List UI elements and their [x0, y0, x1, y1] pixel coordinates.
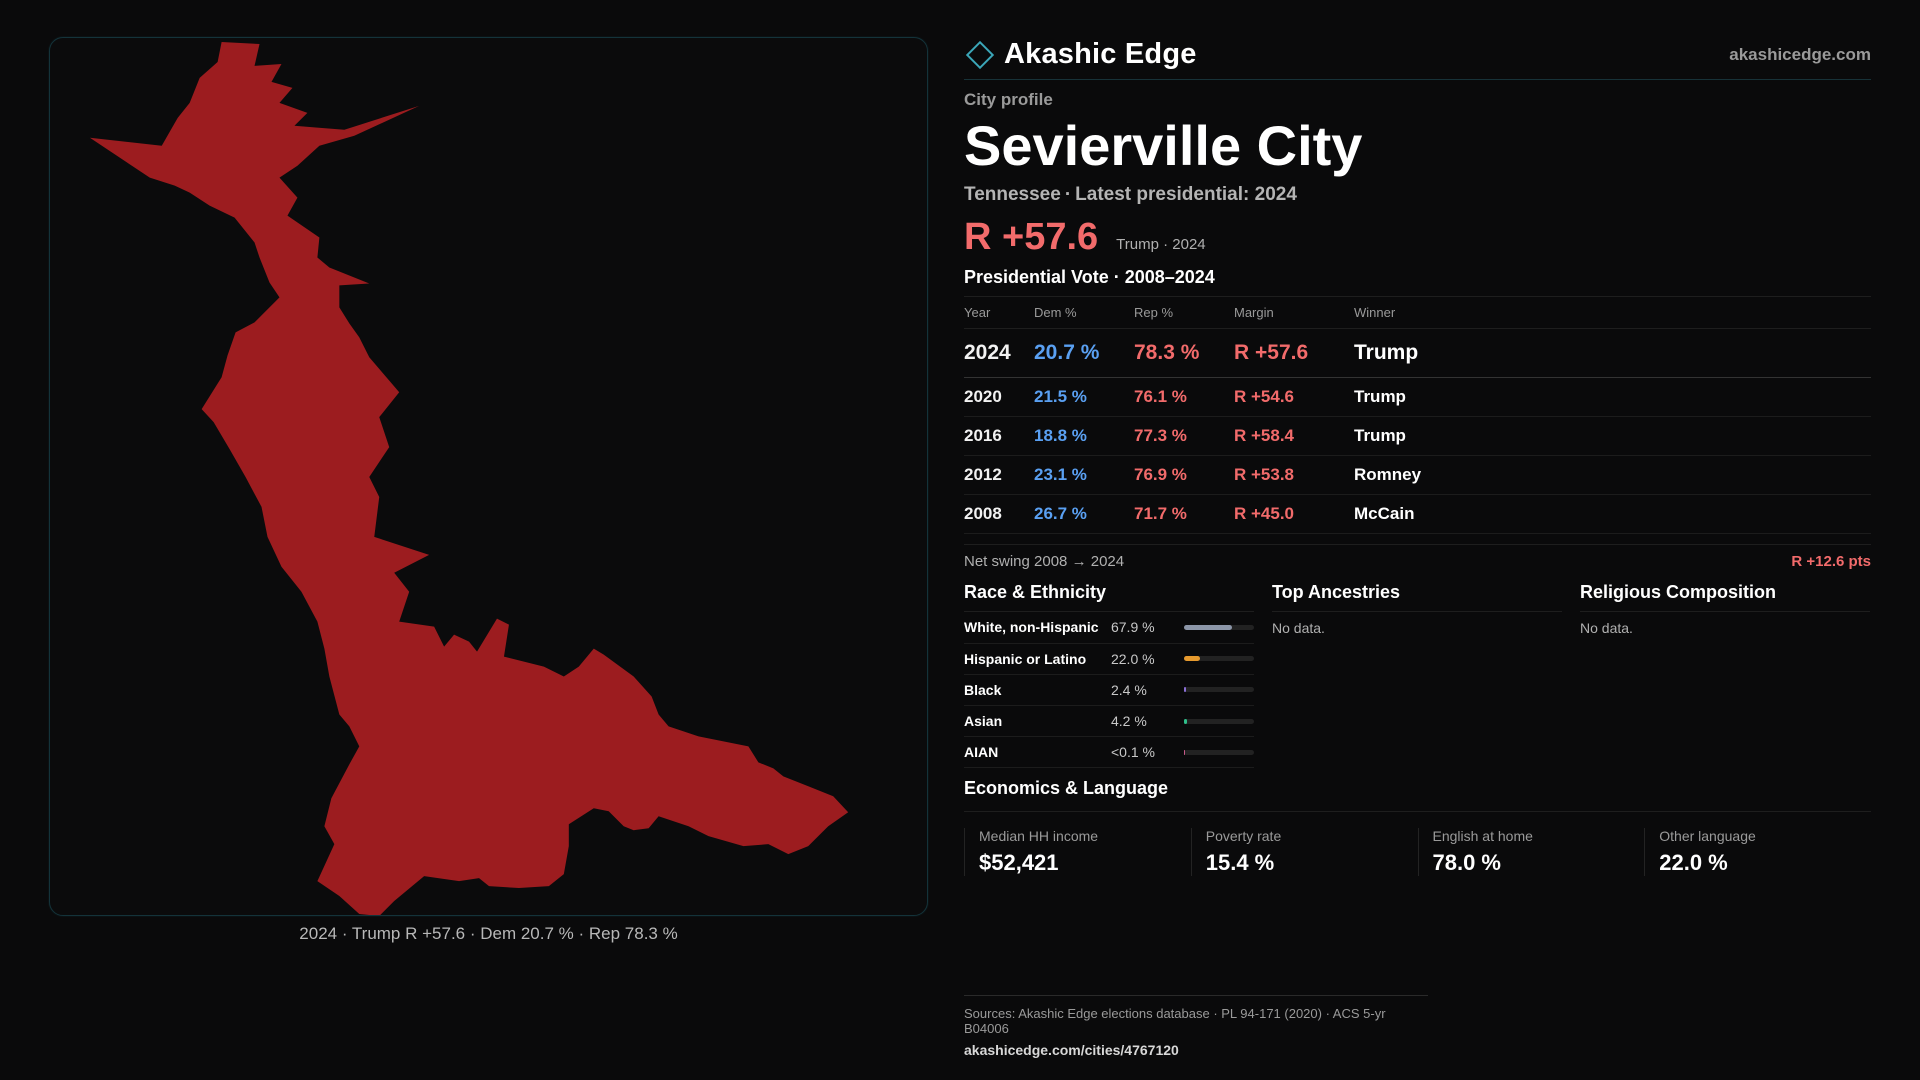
- presidential-vote-table: [964, 296, 1871, 534]
- race-bar-fill: [1184, 625, 1231, 630]
- table-row: [964, 417, 1871, 456]
- stat-value: 22.0 %: [1659, 850, 1728, 876]
- cell-winner: Trump: [1354, 329, 1871, 378]
- list-item: [964, 737, 1254, 768]
- ancestries-title: Top Ancestries: [1272, 582, 1562, 612]
- brand[interactable]: [964, 38, 1197, 71]
- race-bar: [1184, 625, 1254, 630]
- city-boundary-map[interactable]: [49, 37, 928, 916]
- col-header-year: Year: [964, 297, 1034, 329]
- race-bar: [1184, 656, 1254, 661]
- col-header-dem: Dem %: [1034, 297, 1134, 329]
- page-eyebrow: City profile: [964, 90, 1053, 109]
- race-value: 2.4 %: [1110, 681, 1147, 698]
- diamond-logo-icon: [966, 40, 994, 68]
- race-value: 67.9 %: [1110, 619, 1155, 636]
- separator-dot: ·: [1064, 184, 1072, 206]
- race-bar-fill: [1184, 687, 1186, 692]
- race-bar: [1184, 750, 1254, 755]
- stat-other-language: [1644, 828, 1871, 876]
- cell-rep: 77.3 %: [1134, 417, 1234, 456]
- cell-dem: 26.7 %: [1034, 495, 1134, 534]
- net-swing-value: R +12.6 pts: [1791, 553, 1871, 571]
- stat-label: Other language: [1659, 828, 1756, 845]
- col-header-winner: Winner: [1354, 297, 1871, 329]
- sources-url-link[interactable]: akashicedge.com/cities/4767120: [964, 1042, 1179, 1058]
- cell-dem: 20.7 %: [1034, 329, 1134, 378]
- table-row: [964, 329, 1871, 378]
- race-ethnicity-panel: [964, 582, 1254, 768]
- race-value: 4.2 %: [1110, 713, 1147, 730]
- cell-winner: Trump: [1354, 417, 1871, 456]
- table-row: [964, 495, 1871, 534]
- cell-year: 2020: [964, 378, 1034, 417]
- race-label: AIAN: [964, 744, 999, 761]
- state-name: Tennessee: [964, 184, 1061, 206]
- headline-margin: [964, 216, 1871, 259]
- race-bar-fill: [1184, 656, 1199, 661]
- economics-grid: [964, 811, 1871, 876]
- religion-panel: [1580, 582, 1870, 768]
- col-header-rep: Rep %: [1134, 297, 1234, 329]
- page-title: Sevierville City: [964, 114, 1363, 177]
- net-swing-label: Net swing 2008 → 2024: [964, 553, 1125, 571]
- list-item: [964, 612, 1254, 643]
- cell-rep: 71.7 %: [1134, 495, 1234, 534]
- race-label: Black: [964, 681, 1002, 698]
- cell-dem: 23.1 %: [1034, 456, 1134, 495]
- list-item: [964, 675, 1254, 706]
- table-header-row: [964, 297, 1871, 329]
- race-list: [964, 612, 1254, 768]
- stat-value: 78.0 %: [1432, 850, 1501, 876]
- sources-text: Sources: Akashic Edge elections database · PL 94-171 (2020) · ACS 5-yr B04006: [964, 1006, 1386, 1036]
- stat-median-income: [964, 828, 1191, 876]
- race-bar: [1184, 687, 1254, 692]
- cell-year: 2012: [964, 456, 1034, 495]
- sources-footer: [964, 995, 1428, 1058]
- list-item: [964, 706, 1254, 737]
- cell-year: 2008: [964, 495, 1034, 534]
- demographics-section: [964, 582, 1871, 768]
- race-value: <0.1 %: [1110, 744, 1155, 761]
- cell-winner: Trump: [1354, 378, 1871, 417]
- cell-margin: R +54.6: [1234, 378, 1354, 417]
- cell-winner: Romney: [1354, 456, 1871, 495]
- race-label: White, non-Hispanic: [964, 619, 1099, 636]
- cell-rep: 76.9 %: [1134, 456, 1234, 495]
- religion-title: Religious Composition: [1580, 582, 1870, 612]
- page-subline: [964, 184, 1871, 206]
- cell-year: 2024: [964, 329, 1034, 378]
- net-swing: [964, 544, 1871, 570]
- latest-election: Latest presidential: 2024: [1075, 184, 1297, 206]
- col-header-margin: Margin: [1234, 297, 1354, 329]
- cell-winner: McCain: [1354, 495, 1871, 534]
- headline-margin-value: R +57.6: [964, 216, 1099, 259]
- race-title: Race & Ethnicity: [964, 582, 1254, 612]
- stat-label: Poverty rate: [1205, 828, 1282, 845]
- economics-section: [964, 778, 1871, 876]
- cell-margin: R +57.6: [1234, 329, 1354, 378]
- cell-dem: 21.5 %: [1034, 378, 1134, 417]
- cell-margin: R +53.8: [1234, 456, 1354, 495]
- table-row: [964, 456, 1871, 495]
- city-boundary-shape: [90, 42, 848, 915]
- table-row: [964, 378, 1871, 417]
- stat-label: Median HH income: [979, 828, 1099, 845]
- profile-panel: [964, 30, 1871, 876]
- stat-value: $52,421: [979, 850, 1059, 876]
- cell-margin: R +58.4: [1234, 417, 1354, 456]
- race-value: 22.0 %: [1110, 650, 1155, 667]
- brand-name: Akashic Edge: [1004, 38, 1197, 70]
- economics-title: Economics & Language: [964, 778, 1169, 799]
- stat-label: English at home: [1432, 828, 1533, 845]
- headline-margin-note: Trump · 2024: [1116, 236, 1206, 254]
- cell-rep: 78.3 %: [1134, 329, 1234, 378]
- list-item: [964, 644, 1254, 675]
- cell-year: 2016: [964, 417, 1034, 456]
- map-caption: 2024 · Trump R +57.6 · Dem 20.7 % · Rep 78.3 %: [299, 924, 678, 943]
- brand-url-link[interactable]: akashicedge.com: [1729, 44, 1871, 64]
- ancestries-panel: [1272, 582, 1562, 768]
- stat-poverty-rate: [1191, 828, 1418, 876]
- stat-english-at-home: [1418, 828, 1645, 876]
- votes-section-title: Presidential Vote · 2008–2024: [964, 267, 1215, 288]
- ancestries-empty: No data.: [1272, 620, 1325, 637]
- brand-bar: [964, 30, 1871, 80]
- cell-dem: 18.8 %: [1034, 417, 1134, 456]
- city-boundary-svg: [50, 38, 927, 915]
- race-label: Asian: [964, 712, 1003, 729]
- race-label: Hispanic or Latino: [964, 650, 1087, 667]
- race-bar-fill: [1184, 719, 1187, 724]
- religion-empty: No data.: [1580, 620, 1633, 637]
- stat-value: 15.4 %: [1205, 850, 1275, 876]
- race-bar: [1184, 719, 1254, 724]
- cell-margin: R +45.0: [1234, 495, 1354, 534]
- cell-rep: 76.1 %: [1134, 378, 1234, 417]
